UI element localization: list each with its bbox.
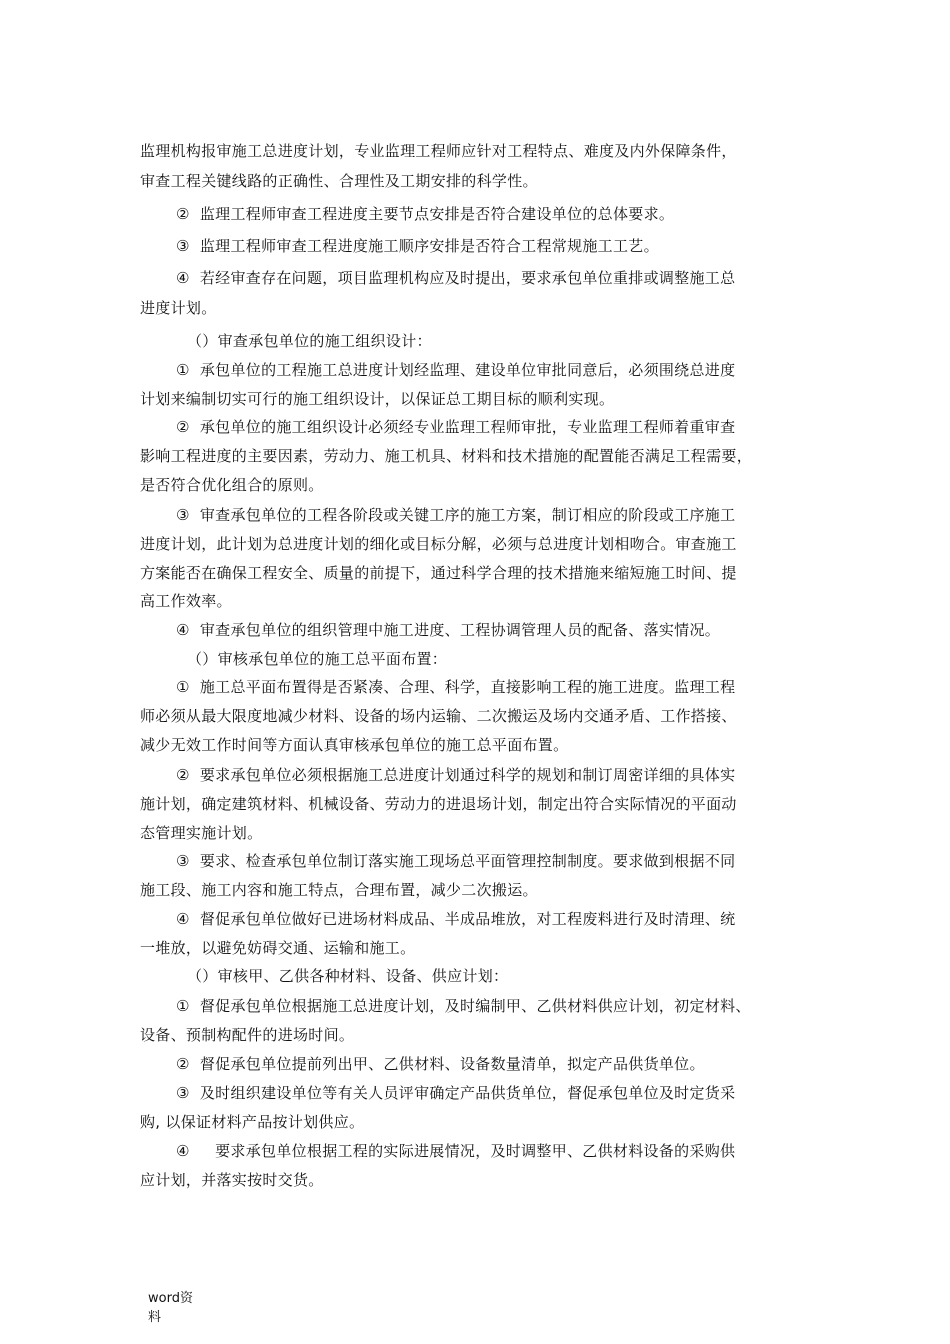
footer-label: word资: [148, 1291, 193, 1306]
text-line: 施工段、施工内容和施工特点，合理布置，减少二次搬运。: [140, 881, 538, 899]
section-heading: （）审核承包单位的施工总平面布置：: [187, 650, 448, 668]
text-line: 计划来编制切实可行的施工组织设计，以保证总工期目标的顺利实现。: [140, 390, 615, 408]
text-line: 是否符合优化组合的原则。: [140, 476, 324, 494]
text-line: 应计划，并落实按时交货。: [140, 1171, 324, 1189]
section-heading: （）审查承包单位的施工组织设计：: [187, 332, 432, 350]
text-line: ② 监理工程师审查工程进度主要节点安排是否符合建设单位的总体要求。: [176, 205, 675, 223]
text-line: 高工作效率。: [140, 592, 232, 610]
text-line: 进度计划，此计划为总进度计划的细化或目标分解，必须与总进度计划相吻合。审查施工: [140, 535, 737, 553]
section-heading: （）审核甲、乙供各种材料、设备、供应计划：: [187, 967, 509, 985]
text-line: ④ 若经审查存在问题，项目监理机构应及时提出，要求承包单位重排或调整施工总: [176, 269, 736, 287]
text-line: 态管理实施计划。: [140, 824, 263, 842]
text-line: ② 要求承包单位必须根据施工总进度计划通过科学的规划和制订周密详细的具体实: [176, 766, 736, 784]
text-line: 设备、预制构配件的进场时间。: [140, 1026, 355, 1044]
text-line: ③ 及时组织建设单位等有关人员评审确定产品供货单位，督促承包单位及时定货采: [176, 1084, 736, 1102]
text-line: 进度计划。: [140, 299, 217, 317]
text-line: ② 督促承包单位提前列出甲、乙供材料、设备数量清单，拟定产品供货单位。: [176, 1055, 705, 1073]
text-line: ④ 要求承包单位根据工程的实际进展情况，及时调整甲、乙供材料设备的采购供: [176, 1142, 736, 1160]
text-line: 监理机构报审施工总进度计划，专业监理工程师应针对工程特点、难度及内外保障条件，: [140, 142, 737, 160]
text-line: ① 承包单位的工程施工总进度计划经监理、建设单位审批同意后，必须围绕总进度: [176, 361, 736, 379]
text-line: 影响工程进度的主要因素，劳动力、施工机具、材料和技术措施的配置能否满足工程需要，: [140, 447, 753, 465]
text-line: 一堆放，以避免妨碍交通、运输和施工。: [140, 939, 416, 957]
text-line: 施计划，确定建筑材料、机械设备、劳动力的进退场计划，制定出符合实际情况的平面动: [140, 795, 737, 813]
text-line: 购, 以保证材料产品按计划供应。: [140, 1113, 365, 1131]
footer-label-continued: 料: [148, 1310, 162, 1325]
text-line: ④ 审查承包单位的组织管理中施工进度、工程协调管理人员的配备、落实情况。: [176, 621, 721, 639]
text-line: ③ 审查承包单位的工程各阶段或关键工序的施工方案，制订相应的阶段或工序施工: [176, 506, 736, 524]
text-line: 减少无效工作时间等方面认真审核承包单位的施工总平面布置。: [140, 736, 569, 754]
text-line: ② 承包单位的施工组织设计必须经专业监理工程师审批，专业监理工程师着重审查: [176, 418, 736, 436]
text-line: 审查工程关键线路的正确性、合理性及工期安排的科学性。: [140, 172, 538, 190]
text-line: ① 督促承包单位根据施工总进度计划，及时编制甲、乙供材料供应计划，初定材料、: [176, 997, 751, 1015]
text-line: 方案能否在确保工程安全、质量的前提下，通过科学合理的技术措施来缩短施工时间、提: [140, 564, 737, 582]
text-line: ① 施工总平面布置得是否紧凑、合理、科学，直接影响工程的施工进度。监理工程: [176, 678, 736, 696]
text-line: ③ 监理工程师审查工程进度施工顺序安排是否符合工程常规施工工艺。: [176, 237, 659, 255]
text-line: ④ 督促承包单位做好已进场材料成品、半成品堆放，对工程废料进行及时清理、统: [176, 910, 736, 928]
text-line: 师必须从最大限度地减少材料、设备的场内运输、二次搬运及场内交通矛盾、工作搭接、: [140, 707, 737, 725]
text-line: ③ 要求、检查承包单位制订落实施工现场总平面管理控制制度。要求做到根据不同: [176, 852, 736, 870]
